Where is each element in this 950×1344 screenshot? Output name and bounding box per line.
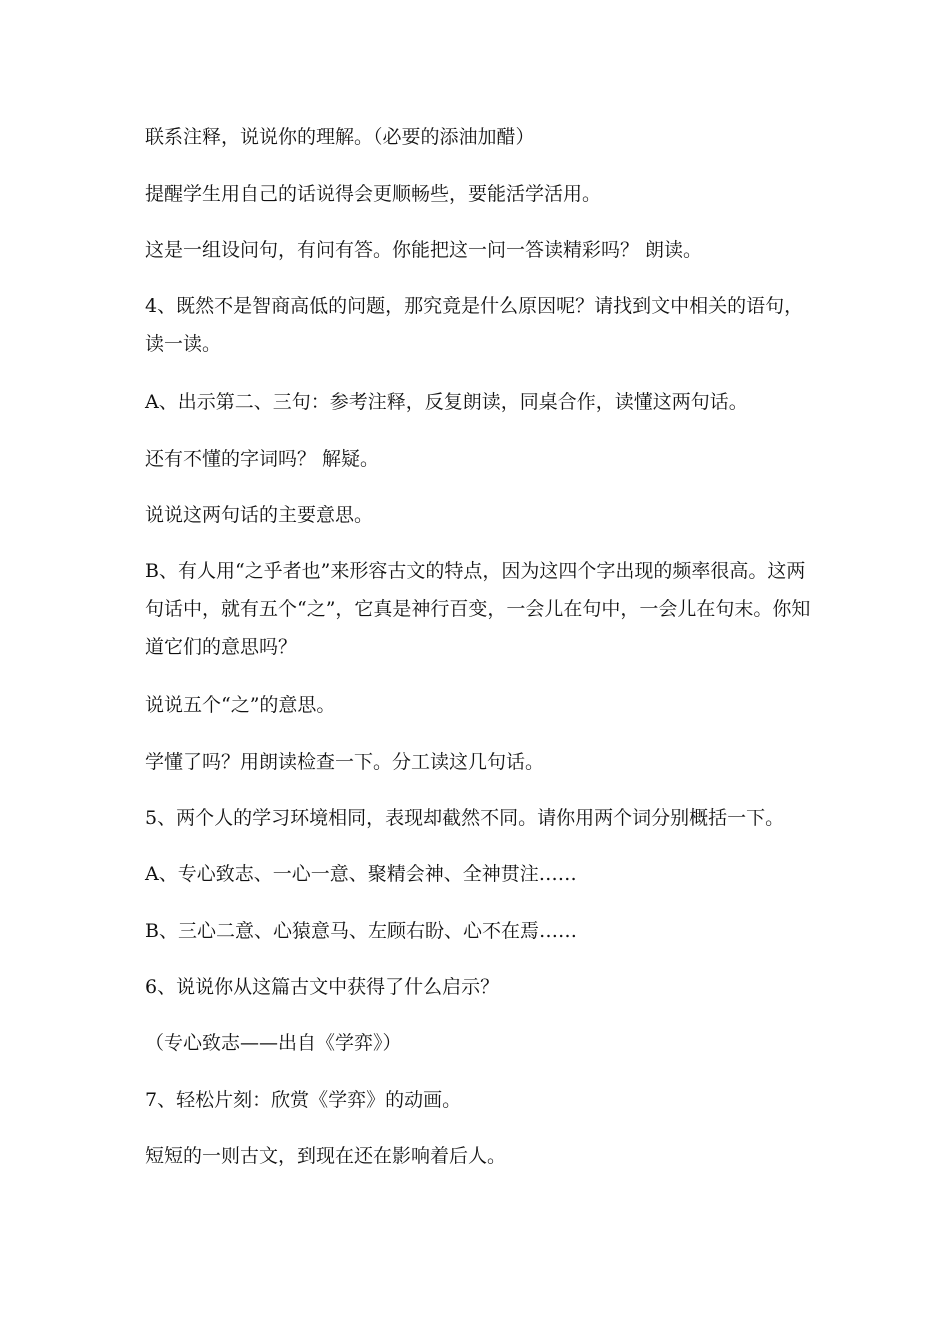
- paragraph-17: 短短的一则古文，到现在还在影响着后人。: [145, 1145, 507, 1167]
- paragraph-1: 联系注释，说说你的理解。（必要的添油加醋）: [145, 126, 535, 148]
- paragraph-10: 学懂了吗？用朗读检查一下。分工读这几句话。: [145, 751, 545, 773]
- paragraph-12: A、专心致志、一心一意、聚精会神、全神贯注……: [145, 863, 577, 885]
- paragraph-15: （专心致志——出自《学弈》）: [145, 1032, 402, 1054]
- paragraph-6: 还有不懂的字词吗？ 解疑。: [145, 448, 380, 470]
- paragraph-8: B、有人用“之乎者也”来形容古文的特点，因为这四个字出现的频率很高。这两句话中，就有五个“之”，它真是神行百变，一会儿在句中，一会儿在句末。你知道它们的意思吗？: [145, 560, 811, 658]
- paragraph-16: 7、轻松片刻：欣赏《学弈》的动画。: [145, 1089, 462, 1111]
- paragraph-5: A、出示第二、三句：参考注释，反复朗读，同桌合作，读懂这两句话。: [145, 391, 748, 413]
- paragraph-9: 说说五个“之”的意思。: [145, 694, 336, 716]
- paragraph-13: B、三心二意、心猿意马、左顾右盼、心不在焉……: [145, 920, 577, 942]
- paragraph-2: 提醒学生用自己的话说得会更顺畅些，要能活学活用。: [145, 183, 602, 205]
- paragraph-7: 说说这两句话的主要意思。: [145, 504, 374, 526]
- paragraph-14: 6、说说你从这篇古文中获得了什么启示？: [145, 976, 500, 998]
- paragraph-11: 5、两个人的学习环境相同，表现却截然不同。请你用两个词分别概括一下。: [145, 807, 785, 829]
- paragraph-4: 4、既然不是智商高低的问题，那究竟是什么原因呢？请找到文中相关的语句，读一读。: [145, 295, 804, 355]
- paragraph-3: 这是一组设问句，有问有答。你能把这一问一答读精彩吗？ 朗读。: [145, 239, 703, 261]
